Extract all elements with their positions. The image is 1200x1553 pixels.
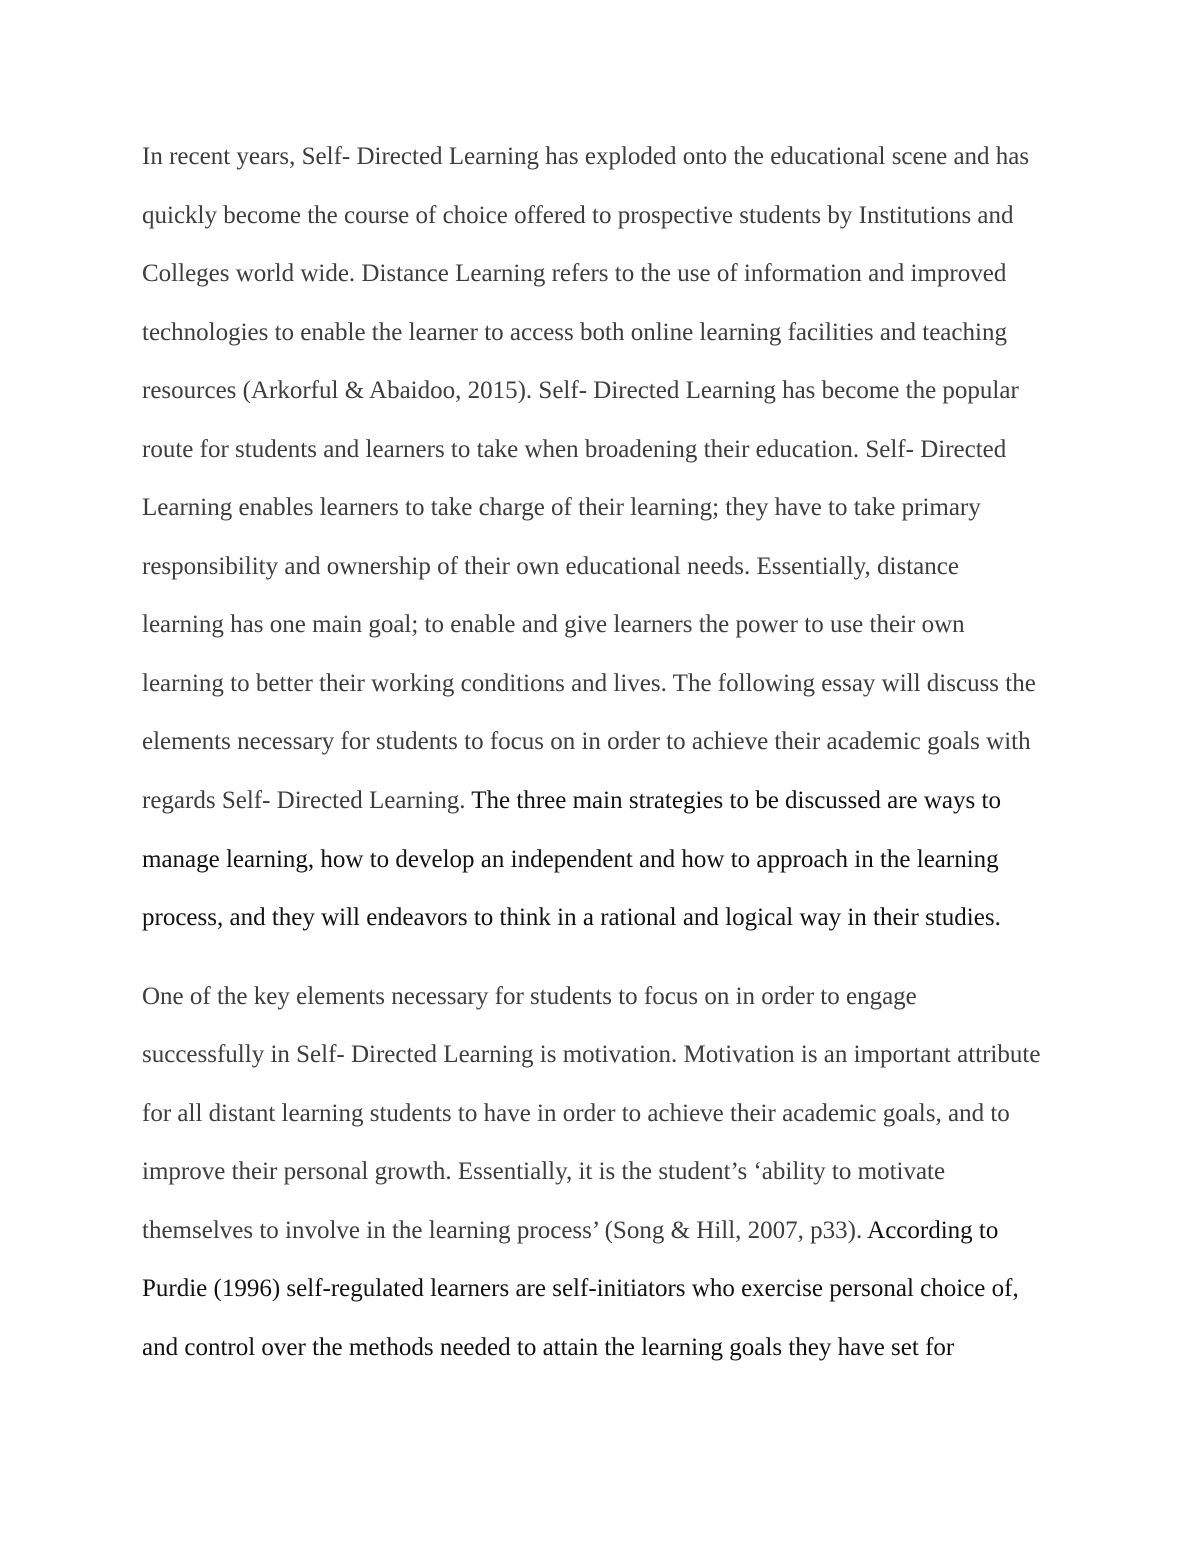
paragraph-2-line: and control over the methods needed to attain the learning goals they have set for (142, 1334, 955, 1361)
paragraph-1-line: Learning enables learners to take charge of their learning; they have to take primary (142, 494, 981, 521)
paragraph-1-line: process, and they will endeavors to think in a rational and logical way in their studies. (142, 904, 1001, 931)
paragraph-2-line-start: themselves to involve in the learning process’ (Song & Hill, 2007, p33). (142, 1217, 863, 1244)
paragraph-1-line: Colleges world wide. Distance Learning refers to the use of information and improved (142, 260, 1007, 287)
paragraph-2-line-end: According to (862, 1217, 999, 1244)
paragraph-1-line (142, 786, 1001, 816)
paragraph-1-line: resources (Arkorful & Abaidoo, 2015). Self- Directed Learning has become the popular (142, 377, 1019, 404)
paragraph-1-line: manage learning, how to develop an independent and how to approach in the learning (142, 846, 999, 873)
paragraph-1-line: responsibility and ownership of their own educational needs. Essentially, distance (142, 553, 959, 580)
paragraph-1-line: route for students and learners to take when broadening their education. Self- Directed (142, 436, 1007, 463)
paragraph-2-line: improve their personal growth. Essentially, it is the student’s ‘ability to motivate (142, 1158, 946, 1185)
paragraph-1-line: elements necessary for students to focus on in order to achieve their academic goals with (142, 728, 1031, 755)
paragraph-2-line (142, 1216, 998, 1246)
paragraph-2-line: One of the key elements necessary for students to focus on in order to engage (142, 983, 917, 1010)
paragraph-1-line: In recent years, Self- Directed Learning has exploded onto the educational scene and has (142, 143, 1030, 170)
paragraph-2-line: successfully in Self- Directed Learning is motivation. Motivation is an important attribute (142, 1041, 1041, 1068)
paragraph-1-line: technologies to enable the learner to access both online learning facilities and teaching (142, 319, 1007, 346)
paragraph-1-line-start: regards Self- Directed Learning. (142, 787, 466, 814)
paragraph-1-line-end: The three main strategies to be discussed are ways to (465, 787, 1001, 814)
paragraph-1-line: learning to better their working conditions and lives. The following essay will discuss the (142, 670, 1036, 697)
paragraph-2-line: for all distant learning students to have in order to achieve their academic goals, and to (142, 1100, 1010, 1127)
paragraph-2-line: Purdie (1996) self-regulated learners are self-initiators who exercise personal choice of, (142, 1275, 1019, 1302)
paragraph-1-line: quickly become the course of choice offered to prospective students by Institutions and (142, 202, 1014, 229)
paragraph-1-line: learning has one main goal; to enable and give learners the power to use their own (142, 611, 965, 638)
